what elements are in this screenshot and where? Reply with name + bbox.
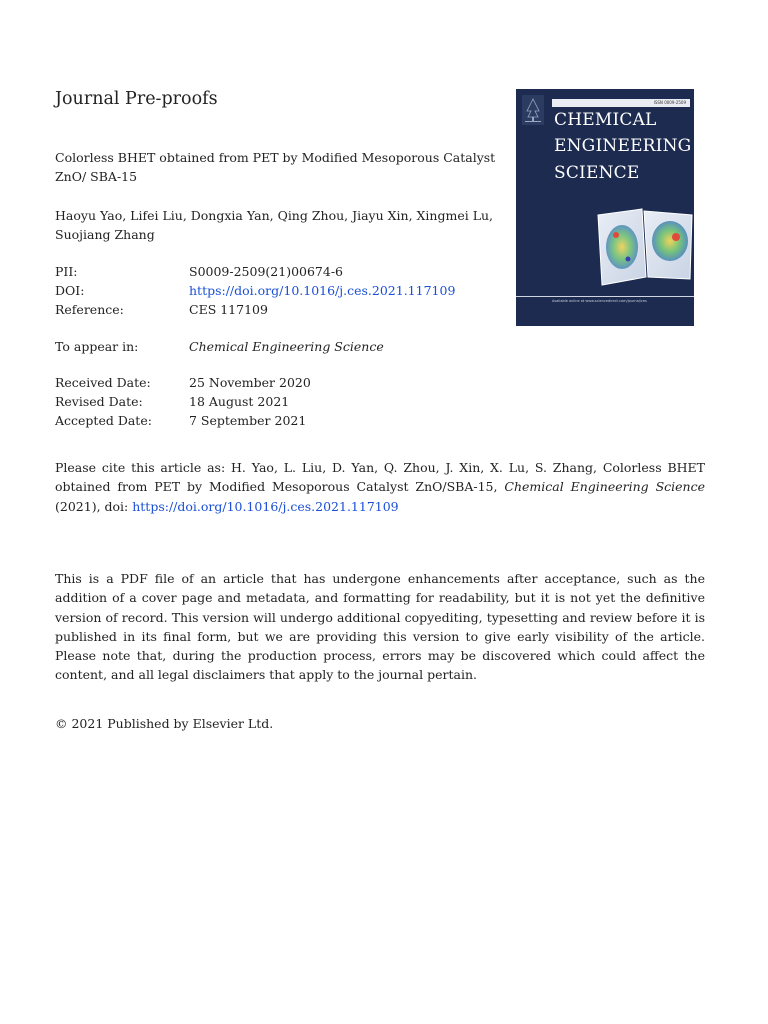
revised-date-label: Revised Date:	[55, 394, 143, 409]
article-authors: Haoyu Yao, Lifei Liu, Dongxia Yan, Qing Zhou, Jiayu Xin, Xingmei Lu, Suojiang Zhang	[55, 208, 494, 242]
pii-row	[55, 262, 455, 281]
reference-value: CES 117109	[189, 302, 268, 317]
accepted-date-value: 7 September 2021	[189, 413, 307, 428]
cover-footer-text: Available online at www.sciencedirect.com/journal/ces	[552, 299, 647, 303]
cover-title-line-1: CHEMICAL	[554, 110, 657, 130]
accepted-date-label: Accepted Date:	[55, 413, 152, 428]
reference-row	[55, 300, 455, 319]
article-metadata	[55, 262, 455, 319]
revised-date-value: 18 August 2021	[189, 394, 290, 409]
journal-name: Chemical Engineering Science	[189, 339, 384, 354]
doi-link[interactable]: https://doi.org/10.1016/j.ces.2021.117109	[189, 283, 456, 298]
received-date-label: Received Date:	[55, 375, 151, 390]
accepted-date-row	[55, 411, 311, 430]
citation-paragraph	[55, 458, 705, 516]
cover-divider	[516, 296, 694, 297]
received-date-row	[55, 373, 311, 392]
to-appear-in-row	[55, 337, 384, 356]
copyright-notice: © 2021 Published by Elsevier Ltd.	[55, 716, 274, 731]
revised-date-row	[55, 392, 311, 411]
citation-text: Please cite this article as: H. Yao, L. Liu, D. Yan, Q. Zhou, J. Xin, X. Lu, S. Zhang, Colorless BHET obtained from PET by Modified Mesoporous Catalyst ZnO/SBA-15,	[55, 460, 705, 495]
journal-pre-proofs-label: Journal Pre-proofs	[55, 89, 218, 109]
pii-value: S0009-2509(21)00674-6	[189, 264, 344, 279]
received-date-value: 25 November 2020	[189, 375, 311, 390]
cover-issn: ISSN 0009-2509	[653, 100, 686, 105]
cover-title-line-2: ENGINEERING	[554, 136, 692, 156]
article-dates	[55, 373, 311, 430]
to-appear-in-label: To appear in:	[55, 339, 139, 354]
journal-cover	[516, 89, 694, 326]
reference-label: Reference:	[55, 302, 124, 317]
doi-label: DOI:	[55, 283, 85, 298]
cover-illustration	[594, 207, 694, 289]
doi-row	[55, 281, 455, 300]
pii-label: PII:	[55, 264, 78, 279]
elsevier-tree-logo-icon	[522, 95, 544, 125]
cover-title-line-3: SCIENCE	[554, 163, 640, 183]
citation-journal: Chemical Engineering Science	[504, 479, 705, 495]
article-title: Colorless BHET obtained from PET by Modified Mesoporous Catalyst ZnO/ SBA-15	[55, 150, 496, 184]
citation-doi-link[interactable]: https://doi.org/10.1016/j.ces.2021.117109	[132, 498, 399, 514]
citation-middle: (2021), doi:	[55, 498, 133, 514]
cover-issn-bar	[552, 99, 690, 107]
pre-proof-notice: This is a PDF file of an article that has undergone enhancements after acceptance, such as the addition of a cover page and metadata, and formatting for readability, but it is not yet the definitive version of record. This version will undergo additional copyediting, typesetting and review before it is published in its final form, but we are providing this version to give early visibility of the article. Please note that, during the production process, errors may be discovered which could affect the content, and all legal disclaimers that apply to the journal pertain.	[55, 571, 705, 683]
